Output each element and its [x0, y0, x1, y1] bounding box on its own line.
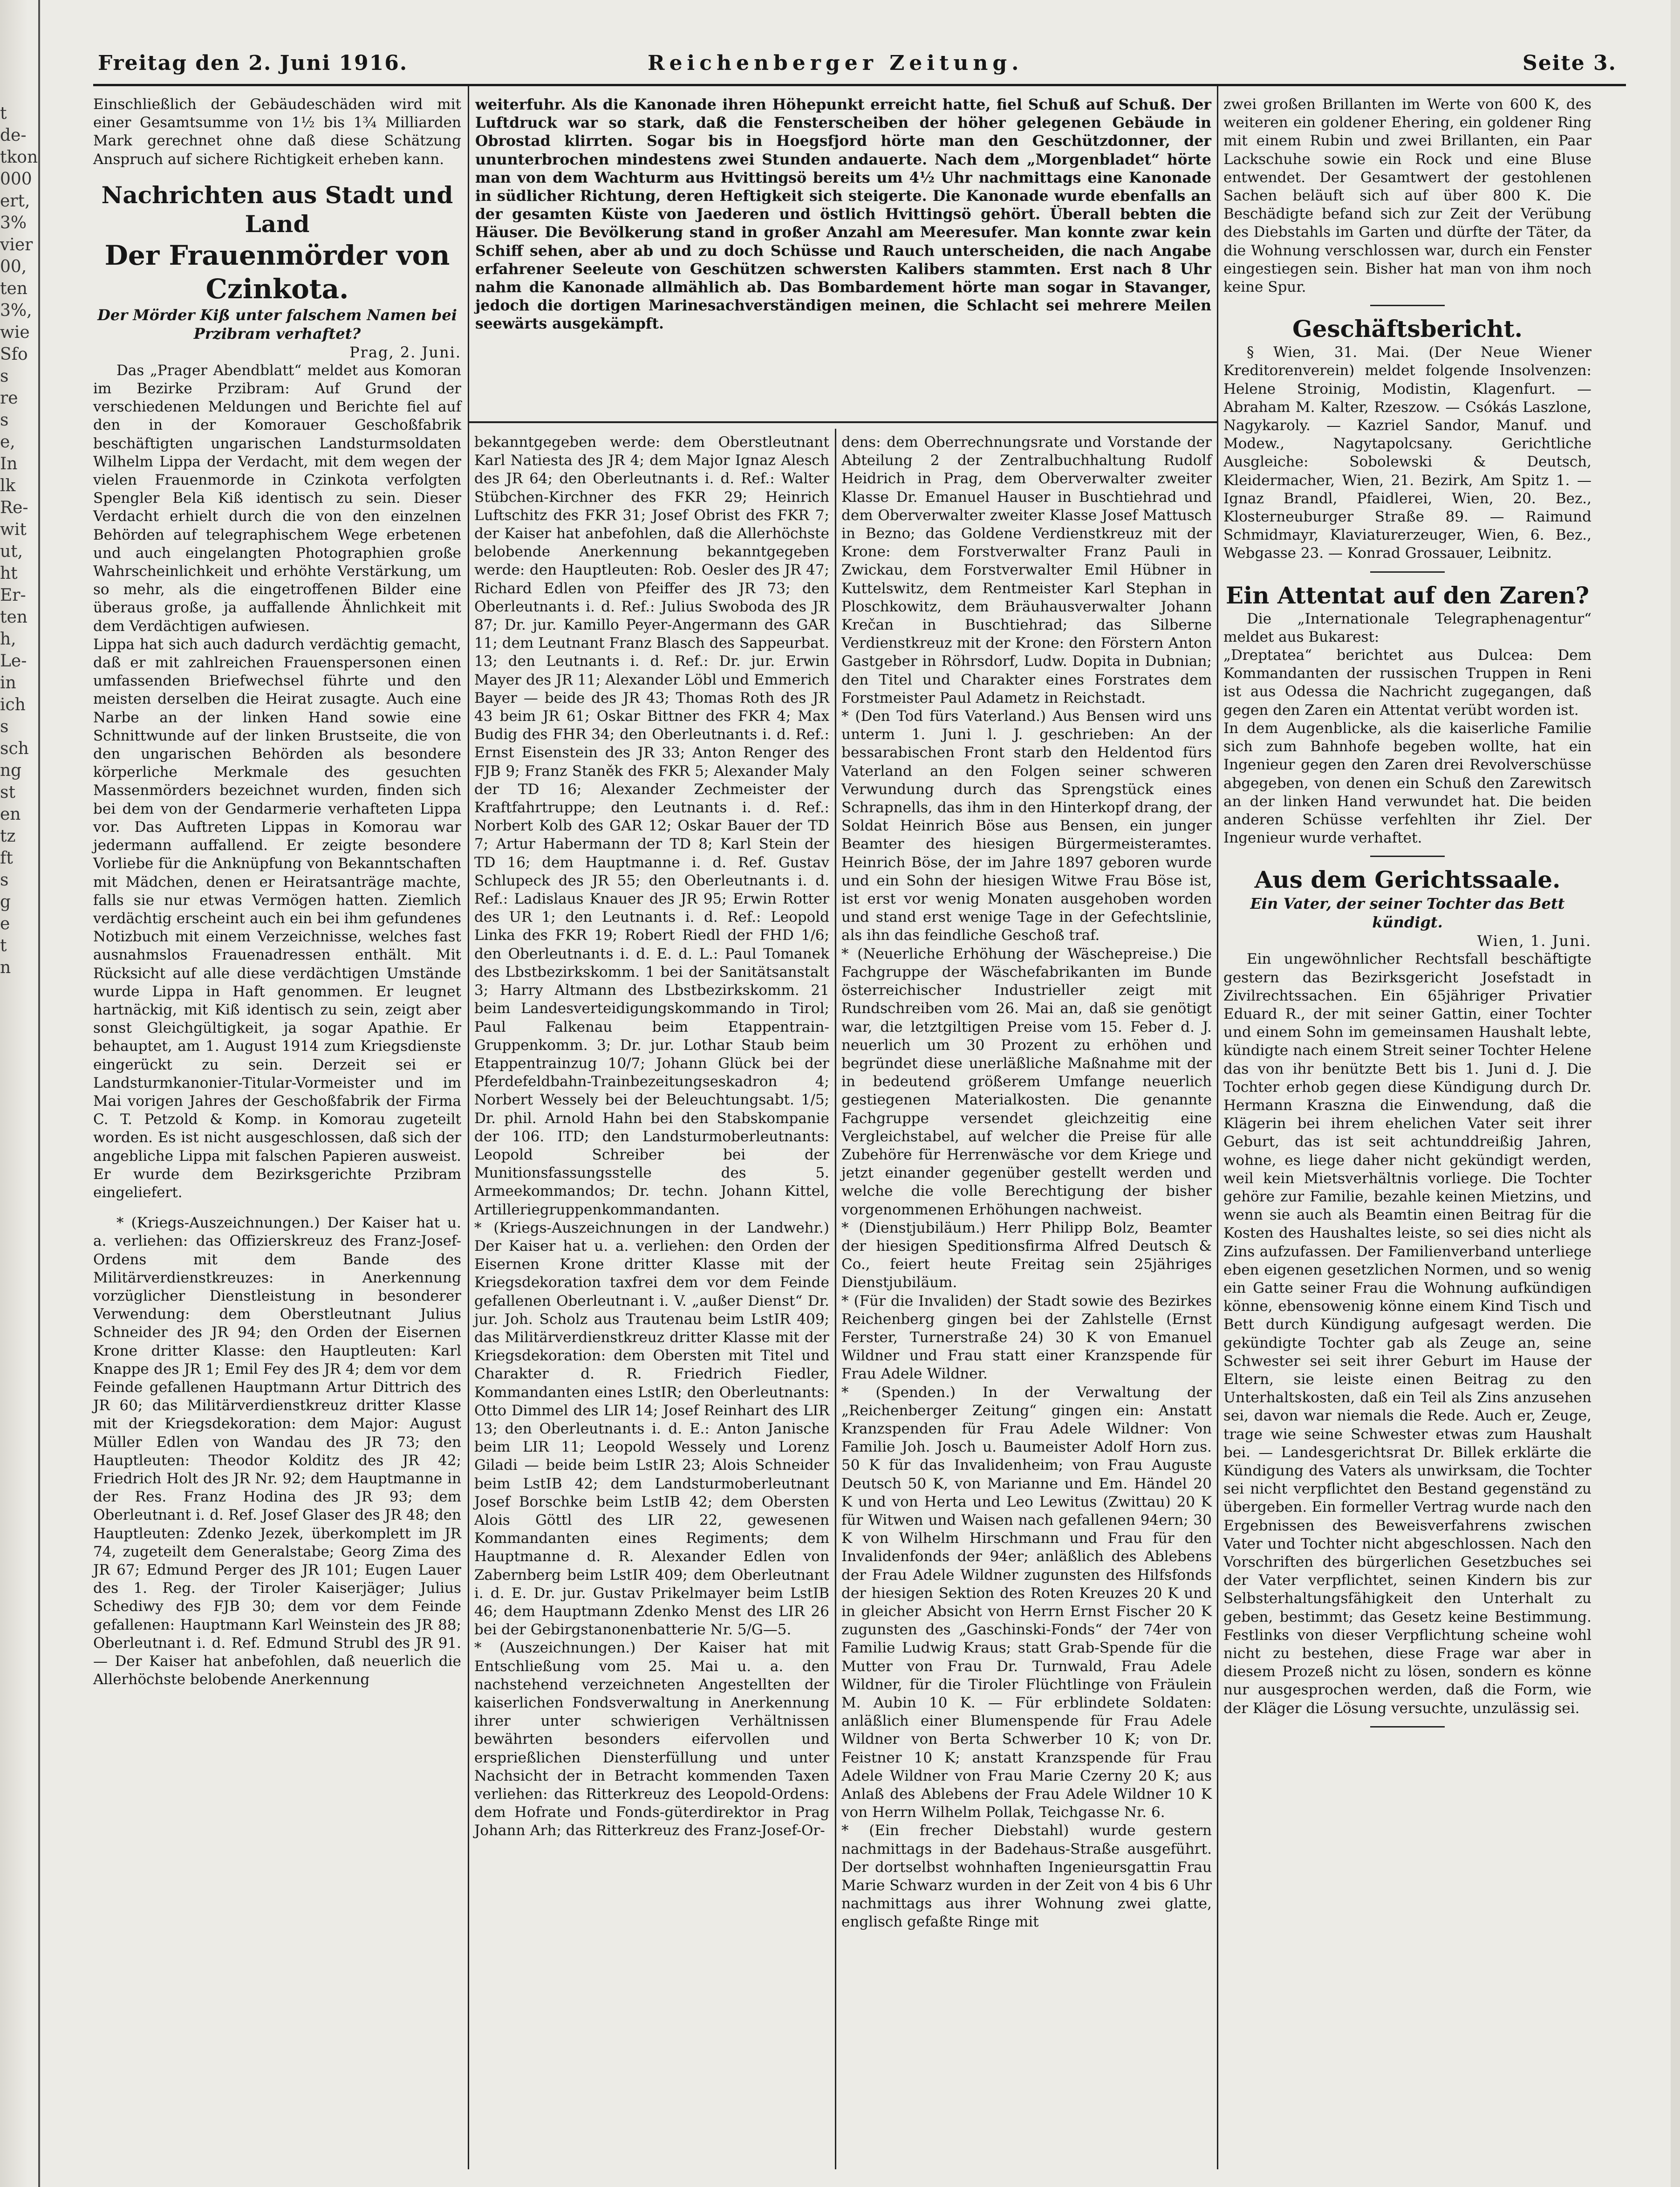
gutter-fragment: s: [0, 367, 9, 386]
gutter-fragment: t: [0, 936, 7, 955]
gutter-fragment: ert,: [0, 192, 30, 211]
section-divider: [1370, 1726, 1445, 1728]
gutter-fragment: 000: [0, 170, 32, 189]
article-paragraph: Lippa hat sich auch dadurch verdächtig gemacht, daß er mit zahlreichen Frauenspersonen einen umfassenden Briefwechsel führte und den meisten derselben die Heirat zusagte. Auch eine Narbe an der linken Hand sowie eine Schnittwunde auf der linken Brustseite, die von den ungarischen Behörden als besondere körperliche Merkmale des gesuchten Massenmörders bezeichnet wurden, finden sich bei dem von der Gendarmerie verhafteten Lippa vor. Das Auftreten Lippas in Komorau war jedermann auffallend. Er zeigte besondere Vorliebe für die Anknüpfung von Bekanntschaften mit Mädchen, denen er Heiratsanträge machte, falls sie nur etwas Vermögen hatten. Ziemlich verdächtig erscheint auch ein bei ihm gefundenes Notizbuch mit einem Verzeichnisse, welches fast ausnahmslos Frauenadressen enthält. Mit Rücksicht auf alle diese verdächtigen Umstände wurde Lippa in Haft genommen. Er leugnet hartnäckig, mit Kiß identisch zu sein, zeigt aber sonst Gleichgültigkeit, ja sogar Apathie. Er behauptet, am 1. August 1914 zum Kriegsdienste eingerückt zu sein. Derzeit sei er Landsturmkanonier-Titular-Vormeister und im Mai vorigen Jahres der Geschoßfabrik der Firma C. T. Petzold & Komp. in Komorau zugeteilt worden. Es ist nicht ausgeschlossen, daß sich der angebliche Lippa mit falschen Papieren ausweist. Er wurde dem Bezirksgerichte Przibram eingeliefert.: [93, 636, 461, 1201]
gutter-fragment: In: [0, 454, 18, 473]
spacer: [93, 1202, 461, 1214]
gutter-fragment: ng: [0, 761, 22, 780]
article-paragraph: Die „Internationale Telegraphenagentur“ meldet aus Bukarest:: [1223, 610, 1591, 645]
column-rule-1: [468, 86, 469, 2169]
article-paragraph: * (Für die Invaliden) der Stadt sowie des Bezirkes Reichenberg gingen bei der Zahlstelle (Ernst Ferster, Turnerstraße 24) 30 K von Emanuel Wildner und Frau statt einer Kranzspende für Frau Adele Wildner.: [841, 1292, 1212, 1383]
gutter-fragment: 3%,: [0, 301, 32, 320]
header-rule: [93, 84, 1626, 86]
article-paragraph: bekanntgegeben werde: dem Oberstleutnant Karl Natiesta des JR 4; dem Major Ignaz Alesch des JR 64; den Oberleutnants i. d. Ref.: Walter Stübchen-Kirchner des FKR 29; Heinrich Luftschitz des FKR 31; Josef Obrist des FKR 7; der Kaiser hat anbefohlen, daß die Allerhöchste belobende Anerkennung bekanntgegeben werde: den Hauptleuten: Rob. Oesler des JR 47; Richard Edlen von Pfeiffer des JR 73; den Oberleutnants i. d. Ref.: Julius Swoboda des JR 87; Dr. jur. Kamillo Peyer-Angermann des GAR 11; dem Leutnant Franz Blasch des Sappeurbat. 13; den Leutnants i. d. Ref.: Dr. jur. Erwin Mayer des JR 11; Alexander Löbl und Emmerich Bayer — beide des JR 43; Thomas Roth des JR 43 beim JR 61; Oskar Bittner des FKR 4; Max Budig des FHR 34; den Oberleutnants i. d. Ref.: Ernst Eisenstein des JR 33; Anton Renger des FJB 9; Franz Staněk des FKR 5; Alexander Maly der TD 16; Alexander Zechmeister der Kraftfahrtruppe; den Leutnants i. d. Ref.: Norbert Kolb des GAR 12; Oskar Bauer der TD 7; Artur Habermann der TD 8; Karl Stein der TD 16; dem Hauptmanne i. d. Ref. Gustav Schlupeck des JR 55; den Oberleutnants i. d. Ref.: Ladislaus Knauer des JR 95; Erwin Rotter des UR 1; den Leutnants i. d. Ref.: Leopold Linka des FKR 19; Robert Riedl der FHD 1/6; den Oberleutnants i. d. E. d. L.: Paul Tomanek des Lbstbezirkskomm. 1 bei der Sanitätsanstalt 3; Harry Altmann des Lbstbezirkskomm. 21 beim Landesverteidigungskommando in Tirol; Paul Falkenau beim Etappentrain-Gruppenkomm. 3; Dr. jur. Lothar Staub beim Etappentrainzug 10/7; Johann Glück bei der Pferdefeldbahn-Trainbezeitungseskadron 4; Norbert Wessely bei der Beleuchtungsabt. 1/5; Dr. phil. Arnold Hahn bei den Stabskompanie der 106. ITD; den Landsturmoberleutnants: Leopold Schreiber bei der Munitionsfassungsstelle des 5. Armeekommandos; Dr. techn. Johann Kittel, Artilleriegruppenkommandanten.: [474, 434, 829, 1218]
gutter-fragment: ich: [0, 695, 26, 714]
article-paragraph: Ein ungewöhnlicher Rechtsfall beschäftigte gestern das Bezirksgericht Josefstadt in Zivilrechtssachen. Ein 65jähriger Privatier Eduard R., der mit seiner Gattin, einer Tochter und einem Sohn im gemeinsamen Haushalt lebte, kündigte nach einem Streit seiner Tochter Helene das von ihr benützte Bett bis 1. Juni d. J. Die Tochter erhob gegen diese Kündigung durch Dr. Hermann Kraszna die Einwendung, daß die Klägerin bei ihrem ehelichen Vater seit ihrer Geburt, das ist seit achtunddreißig Jahren, wohne, es liege daher nicht gekündigt werden, weil kein Mietsverhältnis vorliege. Die Tochter gehöre zur Familie, bezahle keinen Mietzins, und wenn sie auch als Beamtin einen Beitrag für die Kosten des Haushaltes leiste, so sei dies nicht als Zins aufzufassen. Der Familienverband unterliege eben eigenen gesetzlichen Normen, und so wenig ein Gatte seiner Frau die Wohnung aufkündigen könne, ebensowenig könne einem Kind Tisch und Bett durch Kündigung aufgesagt werden. Die gekündigte Tochter gab als Zeuge an, seine Schwester sei seit ihrer Geburt im Hause der Eltern, sie leiste einen Beitrag zu den Unterhaltskosten, daß ein Teil als Zins anzusehen sei, davon war niemals die Rede. Auch er, Zeuge, trage wie seine Schwester etwas zum Haushalt bei. — Landesgerichtsrat Dr. Billek erklärte die Kündigung des Vaters als unwirksam, die Tochter sei nicht verpflichtet den Bestand gegenständ zu übergeben. Ein formeller Vertrag wurde nach den Ergebnissen des Beweisverfahrens zwischen Vater und Tochter nicht abgeschlossen. Nach den Vorschriften des bürgerlichen Gesetzbuches sei der Vater verpflichtet, seinen Kindern bis zur Selbsterhaltungsfähigkeit den Unterhalt zu geben, bestimmt; das Gesetz keine Bestimmung. Festlinks von dieser Verpflichtung scheine wohl nicht zu bestehen, diese Frage war aber in diesem Prozeß nicht zu lösen, sondern es könne nur ausgesprochen werden, daß die Form, wie der Kläger die Lösung versuchte, unzulässig sei.: [1223, 951, 1591, 1717]
gutter-fragment: Sfo: [0, 345, 28, 364]
header-page-number: Seite 3.: [1522, 51, 1617, 75]
gutter-fragment: n: [0, 958, 11, 977]
gutter-fragment: 3%: [0, 213, 27, 233]
gutter-fragment: h,: [0, 630, 16, 649]
article-dateline: Prag, 2. Juni.: [349, 343, 461, 361]
spacer: [93, 169, 461, 181]
neighbour-page-fragments: [0, 103, 38, 2060]
gutter-fragment: Er-: [0, 586, 26, 605]
gutter-fragment: s: [0, 871, 9, 890]
gutter-fragment: en: [0, 805, 21, 824]
article-paragraph: Das „Prager Abendblatt“ meldet aus Komoran im Bezirke Przibram: Auf Grund der verschiedenen Meldungen und Berichte fiel auf den in der Komorauer Geschoßfabrik beschäftigten ungarischen Landsturmsoldaten Wilhelm Lippa der Verdacht, mit dem wegen der vielen Frauenmorde in Czinkota verfolgten Spengler Bela Kiß identisch zu sein. Dieser Verdacht erhielt durch die von den einzelnen Behörden auf telegraphischem Wege erbetenen und auch eingelangten Photographien große Wahrscheinlichkeit und erhöhte Verstärkung, um so mehr, als die eingetroffenen Bilder eine überaus große, ja auffallende Ähnlichkeit mit dem Verdächtigen aufwiesen.: [93, 362, 461, 635]
article-paragraph: Einschließlich der Gebäudeschäden wird mit einer Gesamtsumme von 1½ bis 1¾ Milliarden Mark gerechnet ohne daß diese Schätzung Anspruch auf sichere Richtigkeit erheben kann.: [93, 96, 461, 168]
gutter-fragment: st: [0, 783, 15, 802]
page-fold-line: [38, 0, 40, 2187]
column-1: [93, 96, 461, 2174]
article-paragraph: In dem Augenblicke, als die kaiserliche Familie sich zum Bahnhofe begeben wollte, hat ein Ingenieur gegen den Zaren drei Revolverschüsse abgegeben, von denen ein Schuß den Zarewitsch an der linken Hand verwundet hat. Die beiden anderen Schüsse verfehlten ihr Ziel. Der Ingenieur wurde verhaftet.: [1223, 720, 1591, 847]
gutter-fragment: sch: [0, 739, 29, 758]
column-rule-3: [835, 429, 836, 2169]
column-3: [841, 433, 1212, 2174]
gutter-fragment: vier: [0, 235, 33, 254]
section-title-court: Aus dem Gerichtssaale.: [1254, 866, 1561, 894]
gutter-fragment: e: [0, 914, 10, 933]
article-paragraph: * (Auszeichnungen.) Der Kaiser hat mit Entschließung vom 25. Mai u. a. den nachstehend verzeichneten Angestellten der kaiserlichen Fondsverwaltung in Anerkennung ihrer unter schwierigen Verhältnissen bewährten besonders eifervollen und ersprießlichen Diensterfüllung und unter Nachsicht der in Betracht kommenden Taxen verliehen: das Ritterkreuz des Leopold-Ordens: dem Hofrate und Fonds-güterdirektor in Prag Johann Arh; das Ritterkreuz des Franz-Josef-Or-: [474, 1639, 829, 1839]
gutter-fragment: wie: [0, 323, 30, 342]
section-title: Nachrichten aus Stadt und Land: [101, 181, 453, 238]
gutter-fragment: tkon: [0, 148, 38, 167]
gutter-fragment: ft: [0, 849, 13, 868]
header-date: Freitag den 2. Juni 1916.: [98, 51, 408, 75]
article-paragraph: dens: dem Oberrechnungsrate und Vorstande der Abteilung 2 der Zentralbuchhaltung Rudolf Heidrich in Prag, dem Oberverwalter zweiter Klasse Dr. Emanuel Hauser in Buschtiehrad und dem Oberverwalter zweiter Klasse Josef Mattusch in Bezno; das Goldene Verdienstkreuz mit der Krone: dem Forstverwalter Franz Pauli in Zwickau, dem Forstverwalter Emil Hübner in Kuttelswitz, dem Rentmeister Karl Stephan in Ploschkowitz, dem Bräuhausverwalter Johann Krečan in Buschtiehrad; das Silberne Verdienstkreuz mit der Krone: den Förstern Anton Gastgeber in Röhrsdorf, Ludw. Dopita in Dubnian; den Titel und Charakter eines Forstrates dem Forstmeister Paul Adametz in Reichstadt.: [841, 434, 1212, 706]
gutter-fragment: re: [0, 389, 18, 408]
gutter-fragment: 00,: [0, 257, 27, 276]
gutter-fragment: in: [0, 673, 16, 692]
column-4: [1223, 96, 1591, 2174]
article-continuation-bold: weiterfuhr. Als die Kanonade ihren Höhepunkt erreicht hatte, fiel Schuß auf Schuß. Der Luftdruck war so stark, daß die Fensterscheiben der höher gelegenen Gebäude in Obrostad klirrten. Sogar bis in Hoegsfjord hörte man den Geschützdonner, der ununterbrochen mindestens zwei Stunden andauerte. Nach dem „Morgenbladet“ hörte man von dem Wachturm aus Hvittingsö bereits um 4½ Uhr nachmittags eine Kanonade in südlicher Richtung, deren Heftigkeit sich steigerte. Die Kanonade wurde ebenfalls an der gesamten Küste von Jaederen und östlich Hvittingsö gehört. Überall bebten die Häuser. Die Bevölkerung stand in großer Anzahl am Meeresufer. Man konnte zwar kein Schiff sehen, aber ab und zu doch Schüsse und Rauch unterscheiden, die nach Angabe erfahrener Seeleute von Geschützen schwersten Kalibers stammten. Erst nach 8 Uhr nahm die Kanonade allmählich ab. Das Bombardement hörte man sogar in Stavanger, jedoch die dortigen Marinesachverständigen meinen, die Schlacht sei mehrere Meilen seewärts ausgekämpft.: [475, 96, 1211, 333]
article-paragraph: zwei großen Brillanten im Werte von 600 K, des weiteren ein goldener Ehering, ein goldener Ring mit einem Rubin und zwei Brillanten, ein Paar Lackschuhe sowie ein Rock und eine Bluse entwendet. Der Gesamtwert der gestohlenen Sachen beläuft sich auf über 800 K. Die Beschädigte befand sich zur Zeit der Verübung des Diebstahls im Garten und dürfte der Täter, da die Wohnung verschlossen war, durch ein Fenster eingestiegen sein. Bisher hat man von ihm noch keine Spur.: [1223, 96, 1591, 296]
gutter-fragment: ten: [0, 608, 27, 627]
article-paragraph: * (Neuerliche Erhöhung der Wäschepreise.) Die Fachgruppe der Wäschefabrikanten im Bunde österreichischer Industrieller zeigt mit Rundschreiben vom 26. Mai an, daß sie genötigt war, die letztgiltigen Preise vom 15. Feber d. J. neuerlich um 30 Prozent zu erhöhen und begründet diese unerläßliche Maßnahme mit der in bedeutend größerem Umfange neuerlich gestiegenen Materialkosten. Die genannte Fachgruppe versendet gleichzeitig eine Vergleichstabel, auf welcher die Preise für alle Zubehöre für Herrenwäsche vor dem Kriege und jetzt einander gegenüber gestellt werden und welche die volle Berechtigung der bisher vorgenommenen Erhöhungen nachweist.: [841, 945, 1212, 1218]
article-paragraph: * (Spenden.) In der Verwaltung der „Reichenberger Zeitung“ gingen ein: Anstatt Kranzspenden für Frau Adele Wildner: Von Familie Joh. Josch u. Baumeister Adolf Horn zus. 50 K für das Invalidenheim; von Frau Auguste Deutsch 50 K, von Marianne und Em. Händel 20 K und von Herta und Leo Lewitus (Zwittau) 20 K für Witwen und Waisen nach gefallenen 94ern; 30 K von Wilhelm Hirschmann und Frau für den Invalidenfonds der 94er; anläßlich des Ablebens der Frau Adele Wildner zugunsten des Hilfsfonds der hiesigen Sektion des Roten Kreuzes 20 K und in gleicher Absicht von Herrn Ernst Fischer 20 K zugunsten des „Gaschinski-Fonds“ der 74er von Familie Ludwig Kraus; statt Grab-Spende für die Mutter von Frau Dr. Turnwald, Frau Adele Wildner, für die Tiroler Flüchtlinge von Fräulein M. Aubin 10 K. — Für erblindete Soldaten: anläßlich einer Blumenspende für Frau Adele Wildner von Berta Schwerber 10 K; von Dr. Feistner 10 K; anstatt Kranzspende für Frau Adele Wildner von Frau Marie Czerny 20 K; aus Anlaß des Ablebens der Frau Adele Wildner 10 K von Herrn Wilhelm Pollak, Teichgasse Nr. 6.: [841, 1384, 1212, 1821]
gutter-fragment: lk: [0, 476, 16, 495]
section-divider: [1370, 856, 1445, 857]
gutter-fragment: de-: [0, 126, 27, 145]
article-dateline: Wien, 1. Juni.: [1477, 932, 1591, 950]
gutter-fragment: tz: [0, 827, 16, 846]
article-paragraph: * (Kriegs-Auszeichnungen.) Der Kaiser hat u. a. verliehen: das Offizierskreuz des Franz-Josef-Ordens mit dem Bande des Militärverdienstkreuzes: in Anerkennung vorzüglicher Dienstleistung in besonderer Verwendung: dem Oberstleutnant Julius Schneider des JR 94; den Orden der Eisernen Krone dritter Klasse: den Hauptleuten: Karl Knappe des JR 1; Emil Fey des JR 4; dem vor dem Feinde gefallenen Hauptmann Artur Dittrich des JR 60; das Militärverdienstkreuz dritter Klasse mit der Kriegsdekoration: dem Major: August Müller Edlen von Wandau des JR 73; den Hauptleuten: Theodor Kolditz des JR 42; Friedrich Holt des JR Nr. 92; dem Hauptmanne in der Res. Franz Hodina des JR 93; dem Oberleutnant i. d. Ref. Josef Glaser des JR 48; den Hauptleuten: Zdenko Jezek, überkomplett im JR 74, zugeteilt dem Generalstabe; Georg Zima des JR 67; Edmund Perger des JR 101; Eugen Lauer des 1. Reg. der Tiroler Kaiserjäger; Julius Schediwy des FJB 30; dem vor dem Feinde gefallenen: Hauptmann Karl Weinstein des JR 88; Oberleutnant i. d. Ref. Edmund Strubl des JR 91. — Der Kaiser hat anbefohlen, daß neuerlich die Allerhöchste belobende Anerkennung: [93, 1214, 461, 1688]
running-header: [98, 51, 1617, 84]
header-newspaper-title: Reichenberger Zeitung.: [648, 51, 1024, 75]
article-paragraph: * (Kriegs-Auszeichnungen in der Landwehr.) Der Kaiser hat u. a. verliehen: den Orden der Eisernen Krone dritter Klasse mit der Kriegsdekoration taxfrei dem vor dem Feinde gefallenen Oberleutnant i. V. „außer Dienst“ Dr. jur. Joh. Scholz aus Trautenau beim LstIR 409; das Militärverdienstkreuz dritter Klasse mit der Kriegsdekoration: dem Obersten mit Titel und Charakter d. R. Friedrich Fiedler, Kommandanten eines LstIR; den Oberleutnants: Otto Dimmel des LIR 14; Josef Reinhart des LIR 13; den Oberleutnants i. d. E.: Anton Janische beim LIR 11; Leopold Wessely und Lorenz Giladi — beide beim LstIR 23; Alois Schneider beim LstIB 42; dem Landsturmoberleutnant Josef Borschke beim LstIB 42; dem Obersten Alois Göttl des LIR 22, gewesenen Kommandanten eines Regiments; dem Hauptmanne d. R. Alexander Edlen von Zabernberg beim LstIR 409; dem Oberleutnant i. d. E. Dr. jur. Gustav Prikelmayer beim LstIB 46; dem Hauptmann Zdenko Menst des LIR 26 bei der Gebirgstanonenbatterie Nr. 5/G—5.: [474, 1219, 829, 1639]
gutter-fragment: Le-: [0, 651, 27, 671]
column-rule-2: [1217, 86, 1218, 2169]
gutter-fragment: ten: [0, 279, 27, 298]
gutter-fragment: t: [0, 104, 7, 123]
article-subheadline: Der Mörder Kiß unter falschem Namen bei Przibram verhaftet?: [97, 306, 457, 343]
article-paragraph: * (Dienstjubiläum.) Herr Philipp Bolz, Beamter der hiesigen Speditionsfirma Alfred Deutsch & Co., feiert heute Freitag sein 25jähriges Dienstjubiläum.: [841, 1219, 1212, 1291]
section-divider: [1370, 305, 1445, 306]
wide-block-rule: [469, 421, 1217, 423]
column-2: [474, 433, 829, 2174]
article-paragraph: „Dreptatea“ berichtet aus Dulcea: Dem Kommandanten der russischen Truppen in Reni ist aus Odessa die Nachricht zugegangen, daß gegen den Zaren ein Attentat verübt worden ist.: [1223, 647, 1591, 719]
right-page-edge: [1671, 0, 1680, 2187]
gutter-fragment: g: [0, 892, 11, 912]
article-paragraph: * (Den Tod fürs Vaterland.) Aus Bensen wird uns unterm 1. Juni l. J. geschrieben: An der bessarabischen Front starb den Heldentod fürs Vaterland an den Folgen seiner schweren Verwundung durch das Sprengstück eines Schrapnells, das ihm in den Hinterkopf drang, der Soldat Heinrich Böse aus Bensen, ein junger Beamter des hiesigen Bürgermeisteramtes. Heinrich Böse, der im Jahre 1897 geboren wurde und ein Sohn der hiesigen Witwe Frau Böse ist, ist erst vor wenig Monaten ausgehoben worden und stand erst wenige Tage in der Gefechtslinie, als ihn das feindliche Geschoß traf.: [841, 708, 1212, 944]
gutter-fragment: ht: [0, 564, 18, 583]
gutter-fragment: ut,: [0, 542, 23, 561]
wide-bold-block: [475, 96, 1211, 417]
gutter-fragment: wit: [0, 520, 27, 539]
section-title-business-report: Geschäftsbericht.: [1292, 315, 1523, 343]
section-divider: [1370, 571, 1445, 573]
article-paragraph: * (Ein frecher Diebstahl) wurde gestern nachmittags in der Badehaus-Straße ausgeführt. Der dortselbst wohnhaften Ingenieursgattin Frau Marie Schwarz wurden in der Zeit von 4 bis 6 Uhr nachmittags aus ihrer Wohnung zwei glatte, englisch gefaßte Ringe mit: [841, 1822, 1212, 1931]
article-headline: Der Frauenmörder von Czinkota.: [104, 239, 450, 305]
gutter-fragment: Re-: [0, 498, 28, 517]
article-paragraph: § Wien, 31. Mai. (Der Neue Wiener Kreditorenverein) meldet folgende Insolvenzen: Helene Stroinig, Modistin, Klagenfurt. — Abraham M. Kalter, Rzeszow. — Csókás Laszlone, Nagykaroly. — Kazriel Sandor, Manuf. und Modew., Nagytapolcsany. Gerichtliche Ausgleiche: Sobolewski & Deutsch, Kleidermacher, Wien, 21. Bezirk, Am Spitz 1. — Ignaz Brandl, Pfaidlerei, Wien, 20. Bez., Klosterneuburger Straße 89. — Raimund Schmidmayr, Klaviaturerzeuger, Wien, 6. Bez., Webgasse 23. — Konrad Grossauer, Leibnitz.: [1223, 344, 1591, 562]
gutter-fragment: s: [0, 411, 9, 430]
section-title-attentat: Ein Attentat auf den Zaren?: [1225, 581, 1590, 609]
gutter-fragment: e,: [0, 432, 15, 452]
article-subheadline: Ein Vater, der seiner Tochter das Bett kündigt.: [1250, 895, 1565, 932]
gutter-fragment: s: [0, 717, 9, 736]
